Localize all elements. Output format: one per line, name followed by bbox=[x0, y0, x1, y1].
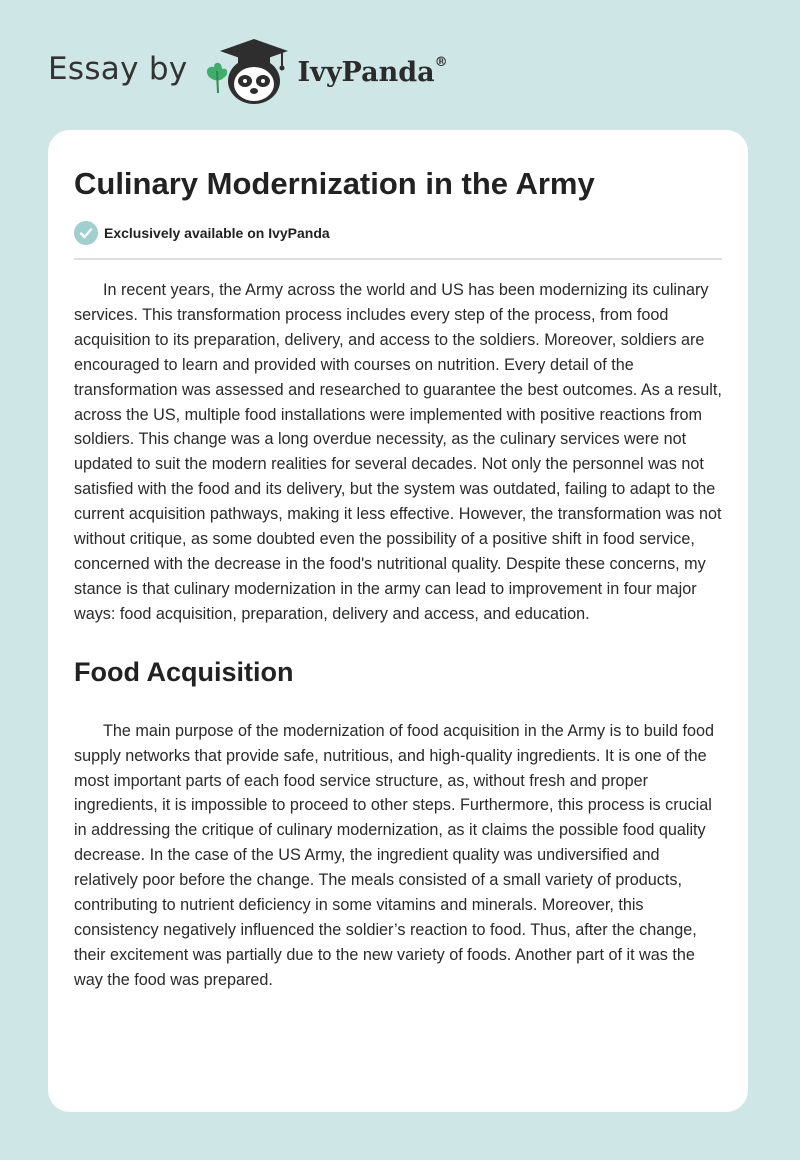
essay-card bbox=[48, 130, 748, 1112]
essay-content bbox=[74, 166, 722, 993]
section-heading-food-acquisition: Food Acquisition bbox=[74, 656, 294, 687]
panda-graduate-icon bbox=[202, 35, 294, 107]
divider bbox=[74, 258, 722, 260]
intro-paragraph: In recent years, the Army across the world and US has been modernizing its culinary services. This transformation process includes every step of the process, from food acquisition to its preparation, delivery, and access to the soldiers. Moreover, soldiers are encouraged to learn and provided with courses on nutrition. Every detail of the transformation was assessed and researched to guarantee the best outcomes. As a result, across the US, multiple food installations were implemented with positive reactions from soldiers. This change was a long overdue necessity, as the culinary services were not updated to suit the modern realities for several decades. Not only the personnel was not satisfied with the food and its delivery, but the system was outdated, failing to adapt to the current acquisition pathways, making it less effective. However, the transformation was not without critique, as some doubted even the possibility of a positive shift in food service, concerned with the decrease in the food's nutritional quality. Despite these concerns, my stance is that culinary modernization in the army can lead to improvement in four major ways: food acquisition, preparation, delivery and access, and education. bbox=[74, 281, 722, 623]
essay-by-label: Essay by bbox=[48, 51, 188, 87]
food-acquisition-paragraph: The main purpose of the modernization of food acquisition in the Army is to build food supply networks that provide safe, nutritious, and high-quality ingredients. It is one of the most important parts of each food service structure, as, without fresh and proper ingredients, it is impossible to proceed to other steps. Furthermore, this process is crucial in addressing the critique of culinary modernization, as it claims the possible food quality decrease. In the case of the US Army, the ingredient quality was undiversified and relatively poor before the change. The meals consisted of a small variety of products, contributing to nutrient deficiency in some vitamins and minerals. Moreover, this consistency negatively influenced the soldier’s reaction to food. Thus, after the change, their excitement was partially due to the new variety of foods. Another part of it was the way the food was prepared. bbox=[74, 721, 714, 989]
exclusive-badge-label: Exclusively available on IvyPanda bbox=[104, 225, 330, 241]
site-header bbox=[48, 36, 448, 106]
exclusive-badge bbox=[74, 220, 722, 246]
brand-logo-text[interactable]: IvyPanda® bbox=[297, 54, 448, 88]
check-icon bbox=[74, 221, 98, 245]
page-title: Culinary Modernization in the Army bbox=[74, 166, 595, 201]
registered-mark: ® bbox=[434, 54, 448, 70]
